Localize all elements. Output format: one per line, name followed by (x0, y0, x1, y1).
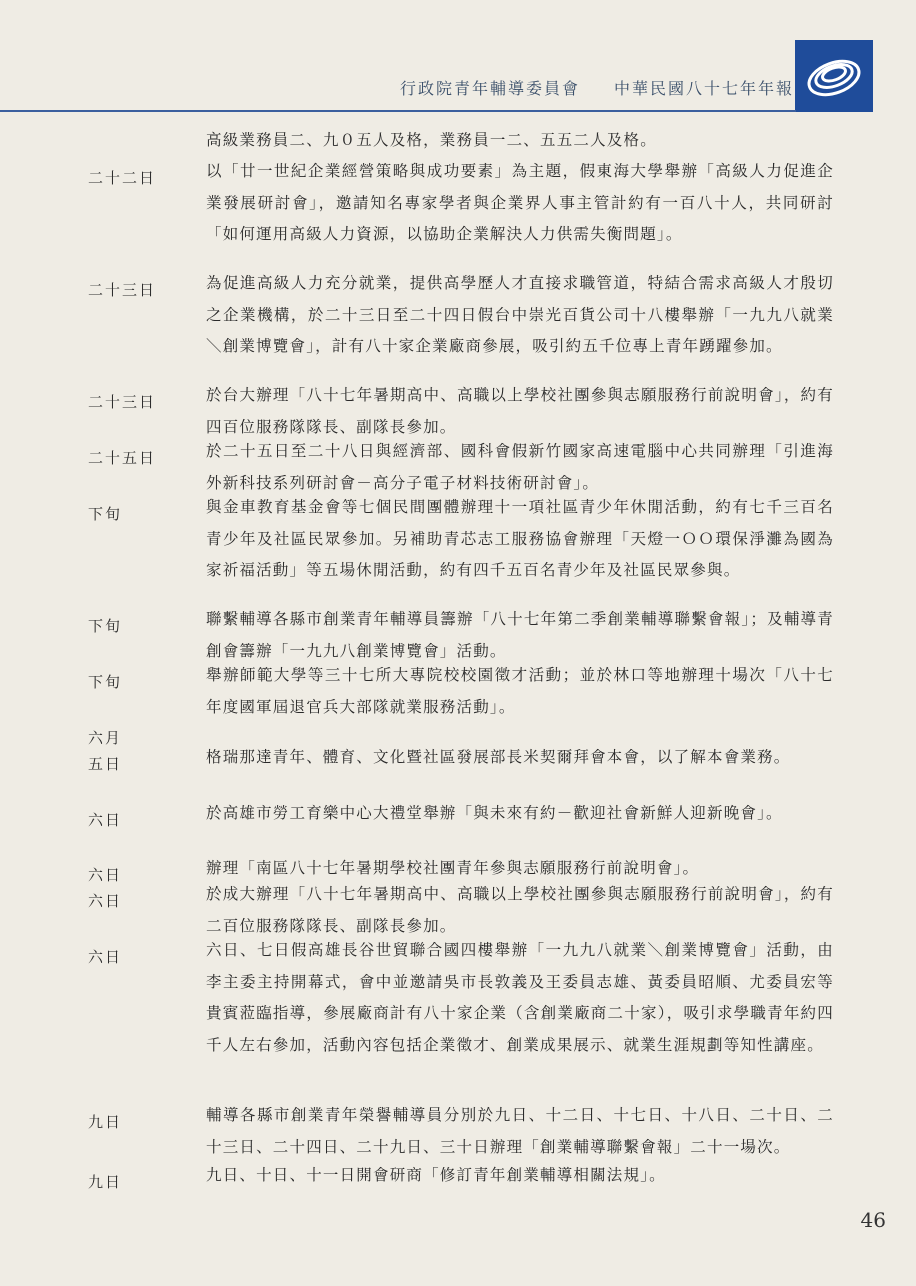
entry-text: 以「廿一世紀企業經營策略與成功要素」為主題，假東海大學舉辦「高級人力促進企業發展研討會」，邀請知名專家學者與企業界人事主管計約有一百八十人，共同研討「如何運用高級人力資源，以協助企業解決人力供需失衡問題」。 (206, 162, 834, 243)
running-header (400, 76, 794, 99)
entry-date: 六日 (88, 866, 123, 884)
header-org: 行政院青年輔導委員會 (399, 79, 580, 98)
entry-date: 下旬 (88, 673, 123, 691)
entry-date: 二十三日 (88, 393, 157, 411)
entry-text: 格瑞那達青年、體育、文化暨社區發展部長米契爾拜會本會，以了解本會業務。 (206, 748, 791, 766)
entry-text: 輔導各縣市創業青年榮譽輔導員分別於九日、十二日、十七日、十八日、二十日、二十三日、二十四日、二十九日、三十日辦理「創業輔導聯繫會報」二十一場次。 (206, 1106, 834, 1156)
logo-box (795, 40, 873, 112)
entry-text: 與金車教育基金會等七個民間團體辦理十一項社區青少年休閒活動，約有七千三百名青少年及社區民眾參加。另補助青芯志工服務協會辦理「天燈一ＯＯ環保淨灘為國為家祈福活動」等五場休閒活動，約有四千五百名青少年及社區民眾參與。 (206, 498, 834, 579)
entry-text: 九日、十日、十一日開會研商「修訂青年創業輔導相關法規」。 (206, 1166, 666, 1184)
entry-date: 下旬 (88, 505, 123, 523)
entry-text: 於成大辦理「八十七年暑期高中、高職以上學校社團參與志願服務行前說明會」，約有二百位服務隊隊長、副隊長參加。 (206, 885, 834, 935)
entry-text: 於台大辦理「八十七年暑期高中、高職以上學校社團參與志願服務行前說明會」，約有四百位服務隊隊長、副隊長參加。 (206, 386, 834, 436)
entry-text: 為促進高級人力充分就業，提供高學歷人才直接求職管道，特結合需求高級人才殷切之企業機構，於二十三日至二十四日假台中崇光百貨公司十八樓舉辦「一九九八就業＼創業博覽會」，計有八十家企業廠商參展，吸引約五千位專上青年踴躍參加。 (206, 274, 834, 355)
entry-date: 六日 (88, 948, 123, 966)
ring-logo-icon (795, 40, 873, 112)
entry-text: 舉辦師範大學等三十七所大專院校校園徵才活動；並於林口等地辦理十場次「八十七年度國軍屆退官兵大部隊就業服務活動」。 (206, 666, 834, 716)
month-heading: 六月 (88, 729, 123, 747)
entry-text: 聯繫輔導各縣市創業青年輔導員籌辦「八十七年第二季創業輔導聯繫會報」；及輔導青創會籌辦「一九九八創業博覽會」活動。 (206, 610, 834, 660)
entry-date: 二十二日 (88, 169, 157, 187)
page-number: 46 (860, 1208, 886, 1232)
entry-text: 於高雄市勞工育樂中心大禮堂舉辦「與未來有約－歡迎社會新鮮人迎新晚會」。 (206, 804, 783, 822)
entry-text: 於二十五日至二十八日與經濟部、國科會假新竹國家高速電腦中心共同辦理「引進海外新科技系列研討會－高分子電子材料技術研討會」。 (206, 442, 834, 492)
entry-date: 二十三日 (88, 281, 157, 299)
entry-text: 辦理「南區八十七年暑期學校社團青年參與志願服務行前說明會」。 (206, 859, 700, 877)
entry-date: 二十五日 (88, 449, 157, 467)
header-divider (0, 110, 796, 112)
entry-date: 下旬 (88, 617, 123, 635)
header-report: 中華民國八十七年年報 (613, 79, 794, 98)
entry-text: 六日、七日假高雄長谷世貿聯合國四樓舉辦「一九九八就業＼創業博覽會」活動，由李主委主持開幕式，會中並邀請吳市長敦義及王委員志雄、黃委員昭順、尤委員宏等貴賓蒞臨指導，參展廠商計有八十家企業（含創業廠商二十家），吸引求學職青年約四千人左右參加，活動內容包括企業徵才、創業成果展示、就業生涯規劃等知性講座。 (206, 941, 834, 1054)
entry-date: 九日 (88, 1113, 123, 1131)
entry-text: 高級業務員二、九０五人及格，業務員一二、五五二人及格。 (206, 131, 657, 149)
entry-date: 九日 (88, 1173, 123, 1191)
entry-date: 六日 (88, 811, 123, 829)
entry-date: 六日 (88, 892, 123, 910)
entry-date: 五日 (88, 755, 123, 773)
